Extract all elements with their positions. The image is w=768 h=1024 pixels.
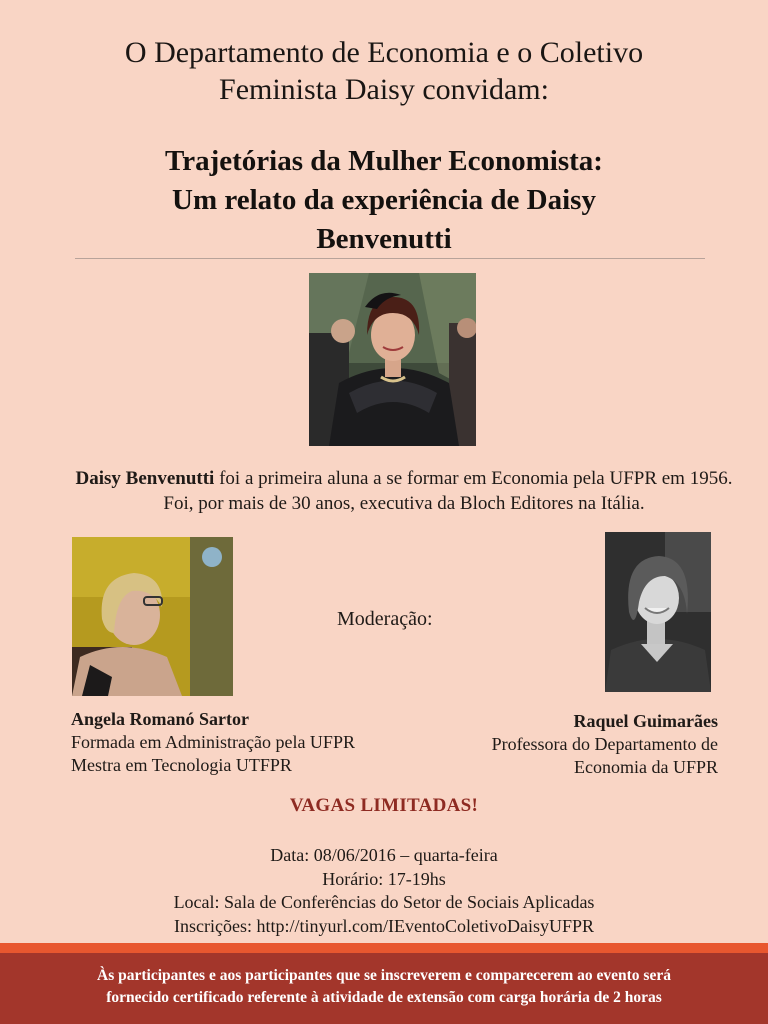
registration-link[interactable]: Inscrições: http://tinyurl.com/IEventoColetivoDaisyUFPR [174, 915, 594, 936]
divider [75, 258, 705, 259]
event-date: Data: 08/06/2016 – quarta-feira [270, 845, 498, 865]
daisy-bio [0, 466, 768, 516]
footer-line: Às participantes e aos participantes que se inscreverem e comparecerem ao evento será [97, 967, 671, 984]
intro-line: Feminista Daisy convidam: [219, 73, 549, 106]
angela-info [71, 708, 355, 777]
certificate-footer [0, 943, 768, 1024]
bio-line: Foi, por mais de 30 anos, executiva da Bloch Editores na Itália. [163, 493, 645, 514]
title-line: Um relato da experiência de Daisy [172, 184, 596, 216]
intro-heading [0, 34, 768, 108]
intro-line: O Departamento de Economia e o Coletivo [124, 36, 644, 69]
raquel-line: Economia da UFPR [574, 757, 718, 777]
angela-line: Formada em Administração pela UFPR [71, 732, 355, 752]
event-time: Horário: 17-19hs [322, 868, 446, 889]
raquel-photo [605, 532, 711, 692]
angela-line: Mestra em Tecnologia UTFPR [71, 755, 292, 775]
raquel-name: Raquel Guimarães [573, 711, 718, 731]
limited-seats-notice: VAGAS LIMITADAS! [289, 795, 479, 816]
angela-photo [72, 537, 233, 696]
event-place: Local: Sala de Conferências do Setor de Sociais Aplicadas [173, 892, 595, 912]
bio-line [0, 466, 768, 491]
event-title [0, 142, 768, 259]
daisy-photo [309, 273, 476, 446]
raquel-line: Professora do Departamento de [491, 734, 718, 754]
daisy-name: Daisy Benvenutti [75, 468, 215, 489]
raquel-info [492, 710, 718, 779]
angela-name: Angela Romanó Sartor [71, 709, 249, 729]
moderation-label: Moderação: [337, 608, 433, 630]
title-line: Benvenutti [316, 223, 452, 255]
title-line: Trajetórias da Mulher Economista: [165, 145, 603, 177]
footer-line: fornecido certificado referente à atividade de extensão com carga horária de 2 horas [106, 989, 662, 1006]
bio-text: foi a primeira aluna a se formar em Economia pela UFPR em 1956. [214, 468, 733, 489]
event-details [0, 844, 768, 938]
